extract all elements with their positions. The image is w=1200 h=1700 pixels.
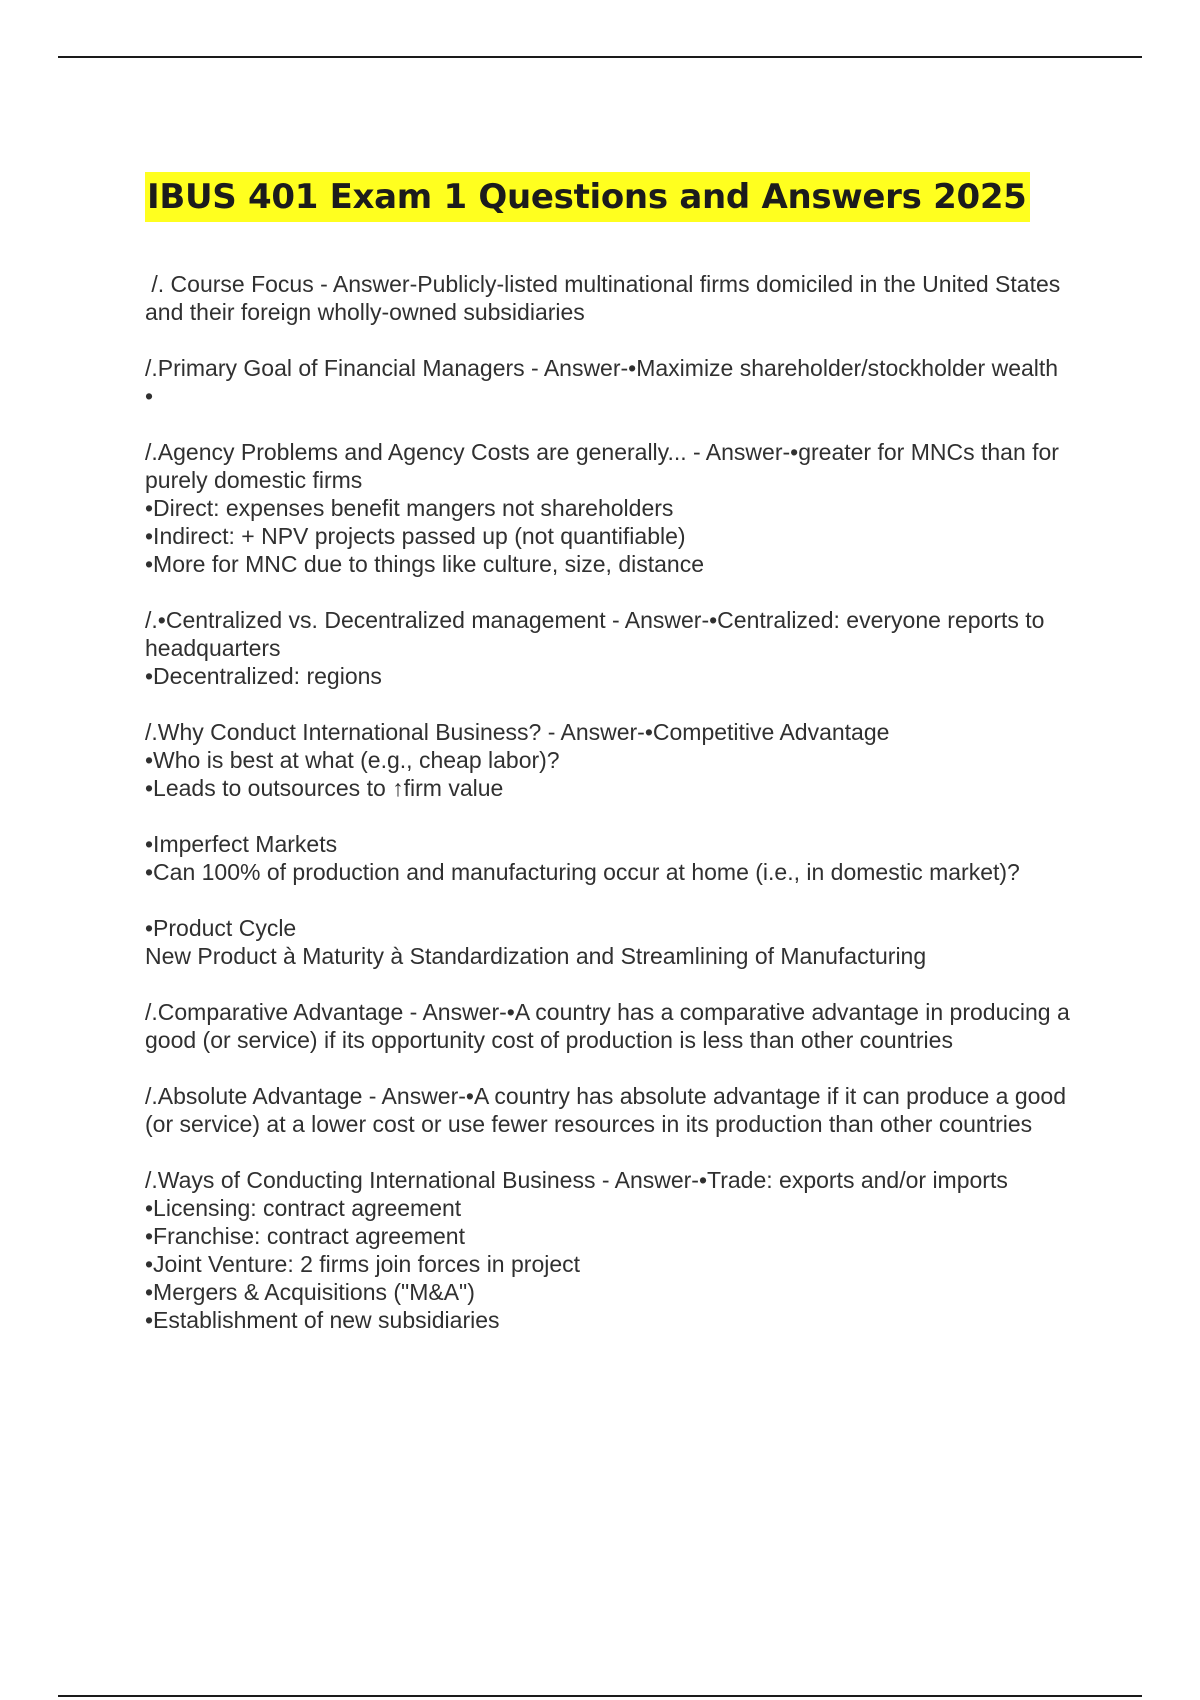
qa-list — [145, 270, 1090, 1362]
qa-entry-absolute-advantage — [145, 1082, 1090, 1138]
document-title: IBUS 401 Exam 1 Questions and Answers 2025 — [145, 172, 1030, 222]
qa-entry-agency-problems — [145, 438, 1090, 578]
qa-text: /.•Centralized vs. Decentralized management - Answer-•Centralized: everyone reports to headquarters — [145, 607, 1051, 661]
qa-entry-product-cycle — [145, 914, 1090, 970]
qa-text: •Joint Venture: 2 firms join forces in project — [145, 1251, 581, 1277]
qa-text: •Franchise: contract agreement — [145, 1223, 465, 1249]
qa-text: /.Agency Problems and Agency Costs are generally... - Answer-•greater for MNCs than for purely domestic firms — [145, 439, 1066, 493]
qa-text: •Mergers & Acquisitions ("M&A") — [145, 1279, 475, 1305]
qa-entry-why-international — [145, 718, 1090, 802]
qa-text: •Leads to outsources to ↑firm value — [145, 775, 504, 801]
qa-text: /.Primary Goal of Financial Managers - Answer-•Maximize shareholder/stockholder wealth — [145, 355, 1059, 381]
qa-text: • — [145, 383, 154, 409]
qa-text: •Establishment of new subsidiaries — [145, 1307, 500, 1333]
qa-text: •Can 100% of production and manufacturing occur at home (i.e., in domestic market)? — [145, 859, 1020, 885]
qa-text: /.Absolute Advantage - Answer-•A country has absolute advantage if it can produce a good (or service) at a lower cost or use fewer resources in its production than other countries — [145, 1083, 1073, 1137]
qa-text: /.Why Conduct International Business? - Answer-•Competitive Advantage — [145, 719, 890, 745]
qa-entry-comparative-advantage — [145, 998, 1090, 1054]
qa-entry-course-focus — [145, 270, 1090, 326]
qa-entry-imperfect-markets — [145, 830, 1090, 886]
qa-text: •Who is best at what (e.g., cheap labor)? — [145, 747, 560, 773]
qa-text: •Indirect: + NPV projects passed up (not quantifiable) — [145, 523, 686, 549]
qa-text: •Licensing: contract agreement — [145, 1195, 462, 1221]
qa-text: New Product à Maturity à Standardization and Streamlining of Manufacturing — [145, 943, 927, 969]
bottom-rule — [58, 1695, 1142, 1697]
qa-entry-ways-of-conducting — [145, 1166, 1090, 1334]
qa-text: •Direct: expenses benefit mangers not shareholders — [145, 495, 674, 521]
qa-text: /. Course Focus - Answer-Publicly-listed multinational firms domiciled in the United States and their foreign wholly-owned subsidiaries — [145, 271, 1067, 325]
qa-text: /.Ways of Conducting International Business - Answer-•Trade: exports and/or imports — [145, 1167, 1008, 1193]
qa-text: •Decentralized: regions — [145, 663, 382, 689]
qa-text: •Imperfect Markets — [145, 831, 338, 857]
title-block — [145, 172, 1030, 222]
qa-text: •More for MNC due to things like culture, size, distance — [145, 551, 705, 577]
qa-entry-primary-goal — [145, 354, 1090, 410]
top-rule — [58, 56, 1142, 58]
qa-entry-centralized — [145, 606, 1090, 690]
qa-text: /.Comparative Advantage - Answer-•A country has a comparative advantage in producing a good (or service) if its opportunity cost of production is less than other countries — [145, 999, 1077, 1053]
qa-text: •Product Cycle — [145, 915, 297, 941]
